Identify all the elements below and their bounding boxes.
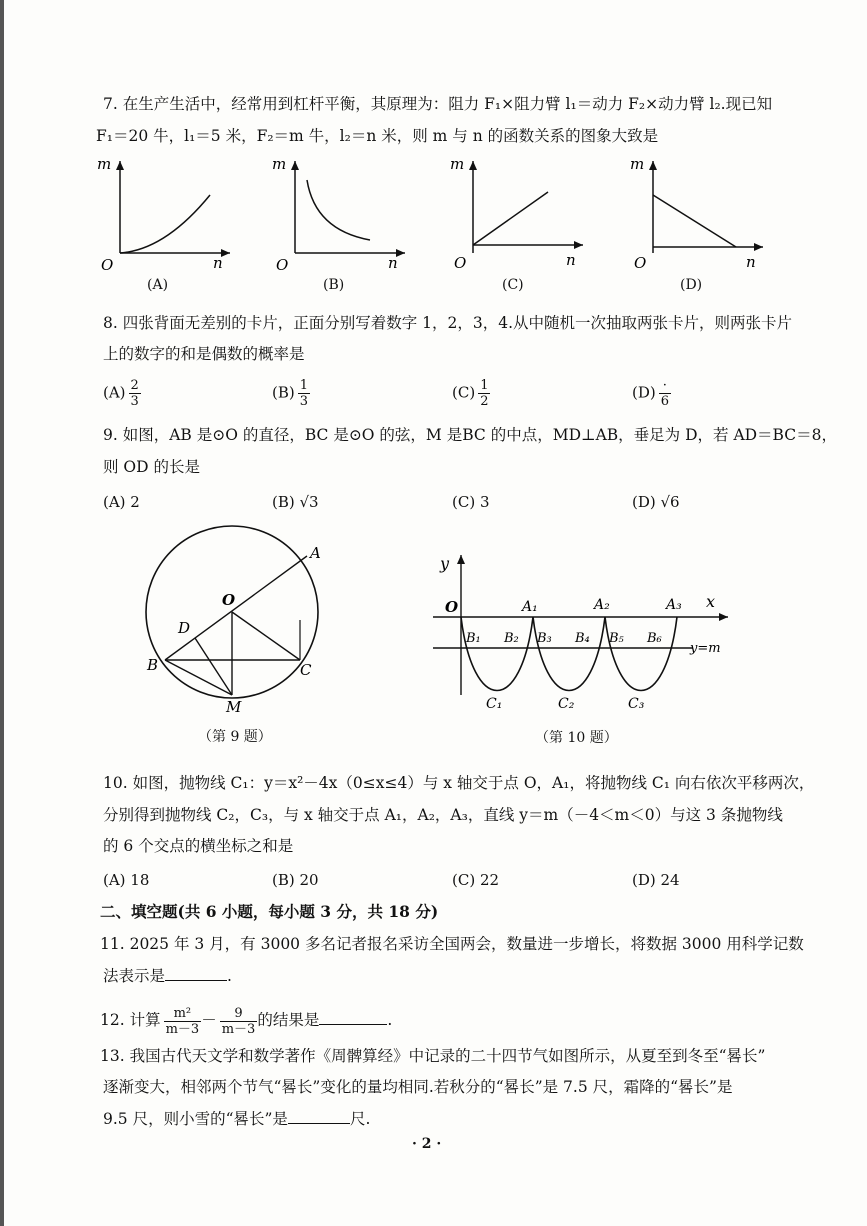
q10-option-b: (B) 20 bbox=[272, 871, 319, 889]
axis-x-label: n bbox=[388, 254, 398, 272]
point-b6-label: B₆ bbox=[647, 631, 662, 646]
fraction: $\frac{2}{3}$ bbox=[130, 378, 139, 409]
option-label: (D) bbox=[632, 383, 656, 402]
q12-text: 12. 计算 bbox=[100, 1011, 161, 1029]
fraction: $\frac{\cdot}{6}$ bbox=[660, 378, 670, 409]
q9-option-b: (B) √3 bbox=[272, 493, 319, 511]
point-b1-label: B₁ bbox=[466, 631, 481, 646]
q10-line2: 分别得到抛物线 C₂，C₃，与 x 轴交于点 A₁，A₂，A₃，直线 y＝m（－4＜m＜0）与这 3 条抛物线 bbox=[103, 806, 783, 824]
axis-y-label: m bbox=[272, 155, 287, 173]
origin-label: O bbox=[634, 254, 647, 272]
q9-line2: 则 OD 的长是 bbox=[103, 458, 200, 476]
axis-y-label: m bbox=[450, 155, 465, 173]
q8-line1: 8. 四张背面无差别的卡片，正面分别写着数字 1，2，3，4.从中随机一次抽取两张卡片，则两张卡片 bbox=[103, 314, 793, 332]
q13-answer-blank[interactable] bbox=[288, 1109, 350, 1124]
q10-option-a: (A) 18 bbox=[103, 871, 150, 889]
q11-text: 法表示是 bbox=[103, 967, 166, 985]
q7-graph-b bbox=[270, 155, 410, 275]
q13-line3: 9.5 尺，则小雪的“晷长”是 尺. bbox=[103, 1110, 371, 1128]
q7-graph-d-label: (D) bbox=[680, 277, 703, 293]
q9-circle-figure bbox=[140, 520, 340, 720]
q7-line1: 7. 在生产生活中，经常用到杠杆平衡，其原理为：阻力 F₁×阻力臂 l₁＝动力 F₂×动力臂 l₂.现已知 bbox=[103, 95, 773, 113]
point-c-label: C bbox=[300, 661, 312, 679]
point-a2-label: A₂ bbox=[594, 597, 610, 613]
q10-figure-caption: （第 10 题） bbox=[535, 730, 618, 746]
scan-edge bbox=[0, 0, 4, 1226]
axis-x-label: n bbox=[213, 254, 223, 272]
axis-y-label: m bbox=[97, 155, 112, 173]
point-a3-label: A₃ bbox=[666, 597, 682, 613]
point-m-label: M bbox=[226, 698, 242, 716]
q9-option-c: (C) 3 bbox=[452, 493, 490, 511]
point-c1-label: C₁ bbox=[486, 696, 503, 712]
line-ym-label: y=m bbox=[690, 641, 721, 656]
q10-parabola-figure bbox=[428, 545, 738, 725]
minus-sign: － bbox=[201, 1011, 217, 1029]
q7-graph-c bbox=[448, 155, 588, 275]
q13-line2: 逐渐变大，相邻两个节气“晷长”变化的量均相同.若秋分的“晷长”是 7.5 尺，霜降的“晷长”是 bbox=[103, 1078, 733, 1096]
option-label: (A) bbox=[103, 383, 126, 402]
q8-line2: 上的数字的和是偶数的概率是 bbox=[103, 345, 305, 363]
q7-graph-a-label: (A) bbox=[147, 277, 169, 293]
option-label: (C) bbox=[452, 383, 476, 402]
q9-option-d: (D) √6 bbox=[632, 493, 680, 511]
point-b5-label: B₅ bbox=[609, 631, 624, 646]
q11-answer-blank[interactable] bbox=[165, 966, 227, 981]
point-a-label: A bbox=[310, 544, 321, 562]
axis-x-label: n bbox=[746, 253, 756, 271]
point-d-label: D bbox=[178, 619, 191, 637]
q10-option-c: (C) 22 bbox=[452, 871, 500, 889]
q9-figure-caption: （第 9 题） bbox=[198, 729, 272, 745]
q12-line: 12. 计算 $\frac{\text{m²}}{m-3}$ － $\frac{9}{m-3}$ 的结果是 . bbox=[100, 1005, 393, 1037]
q8-option-c bbox=[452, 378, 490, 409]
q11-line2: 法表示是 . bbox=[103, 967, 232, 985]
q9-option-a: (A) 2 bbox=[103, 493, 140, 511]
point-a1-label: A₁ bbox=[522, 599, 538, 615]
fraction: $\frac{1}{2}$ bbox=[480, 378, 489, 409]
fraction-2: $\frac{9}{m-3}$ bbox=[221, 1005, 256, 1037]
point-c3-label: C₃ bbox=[628, 696, 645, 712]
q10-option-d: (D) 24 bbox=[632, 871, 680, 889]
axis-y-label: y bbox=[440, 554, 450, 573]
q12-tail: 的结果是 bbox=[257, 1011, 320, 1029]
axis-y-label: m bbox=[630, 155, 645, 173]
origin-label: O bbox=[101, 256, 114, 274]
point-o-label: O bbox=[222, 591, 236, 609]
q13-line1: 13. 我国古代天文学和数学著作《周髀算经》中记录的二十四节气如图所示，从夏至到冬至“晷长” bbox=[100, 1047, 766, 1065]
q7-graph-c-label: (C) bbox=[502, 277, 524, 293]
q10-line1: 10. 如图，抛物线 C₁：y＝x²－4x（0≤x≤4）与 x 轴交于点 O，A₁，将抛物线 C₁ 向右依次平移两次， bbox=[103, 774, 815, 792]
axis-x-label: n bbox=[566, 251, 576, 269]
fraction: $\frac{1}{3}$ bbox=[299, 378, 309, 409]
q8-option-b bbox=[272, 378, 310, 409]
q7-line2: F₁＝20 牛，l₁＝5 米，F₂＝m 牛，l₂＝n 米，则 m 与 n 的函数关系的图象大致是 bbox=[96, 127, 659, 145]
q13-text: 9.5 尺，则小雪的“晷长”是 bbox=[103, 1110, 288, 1128]
q8-option-a bbox=[103, 378, 141, 409]
axis-x-label: x bbox=[706, 592, 716, 611]
page-number: · 2 · bbox=[412, 1136, 442, 1152]
q11-line1: 11. 2025 年 3 月，有 3000 多名记者报名采访全国两会，数量进一步增长，将数据 3000 用科学记数 bbox=[100, 935, 804, 953]
origin-label: O bbox=[445, 598, 459, 616]
q7-graph-d bbox=[628, 155, 768, 275]
q9-line1: 9. 如图，AB 是⊙O 的直径，BC 是⊙O 的弦，M 是BC 的中点，MD⊥AB，垂足为 D，若 AD＝BC＝8， bbox=[103, 426, 837, 444]
fraction-1: $\frac{\text{m²}}{m-3}$ bbox=[165, 1005, 200, 1037]
section-heading: 二、填空题(共 6 小题，每小题 3 分，共 18 分) bbox=[100, 902, 439, 921]
origin-label: O bbox=[276, 256, 289, 274]
point-b3-label: B₃ bbox=[537, 631, 552, 646]
point-b2-label: B₂ bbox=[504, 631, 519, 646]
q12-answer-blank[interactable] bbox=[319, 1010, 387, 1025]
point-c2-label: C₂ bbox=[558, 696, 575, 712]
q8-option-d bbox=[632, 378, 671, 409]
point-b4-label: B₄ bbox=[575, 631, 590, 646]
q7-graph-b-label: (B) bbox=[323, 277, 345, 293]
origin-label: O bbox=[454, 254, 467, 272]
q10-line3: 的 6 个交点的横坐标之和是 bbox=[103, 837, 294, 855]
point-b-label: B bbox=[147, 656, 159, 674]
option-label: (B) bbox=[272, 383, 295, 402]
q7-graph-a bbox=[95, 155, 235, 275]
